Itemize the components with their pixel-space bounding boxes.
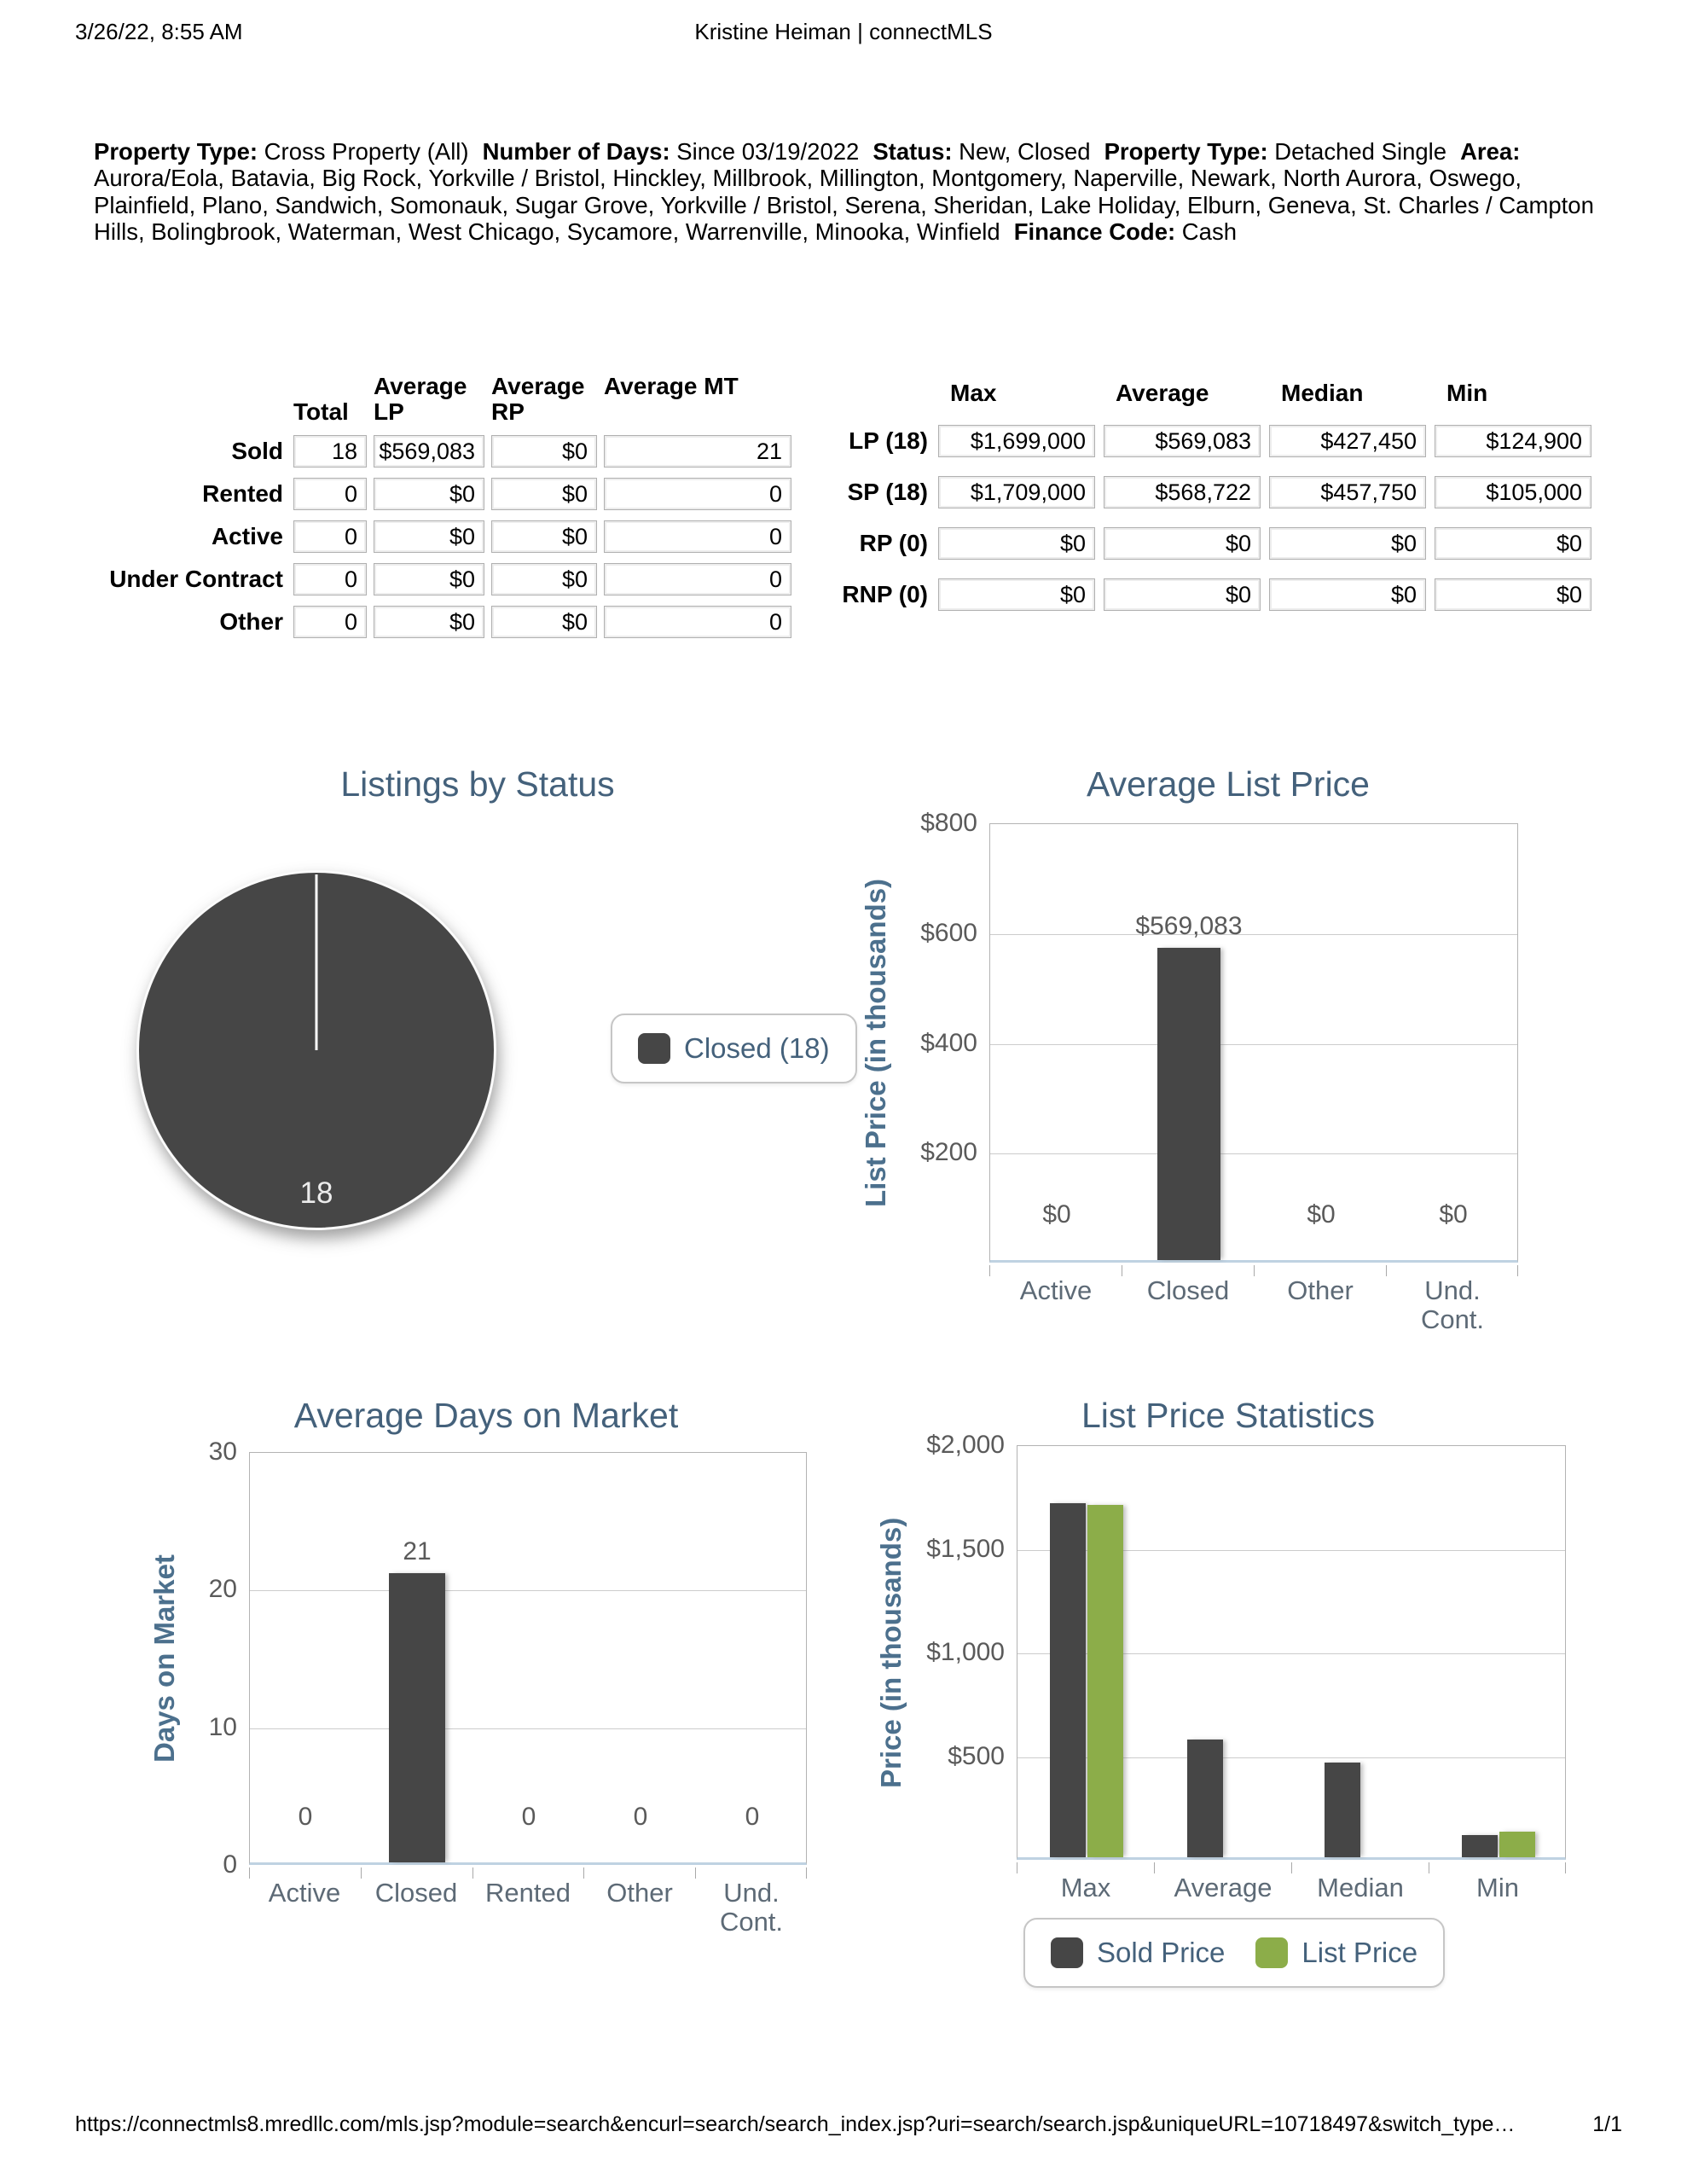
avg-list-price-chart-title: Average List Price <box>1087 764 1370 804</box>
y-tick-label: 0 <box>223 1850 237 1879</box>
table-header-row <box>834 380 1600 406</box>
avg-list-price-bar-chart <box>860 809 1518 1334</box>
x-axis-tick <box>472 1867 473 1879</box>
field-box: $105,000 <box>1435 476 1591 508</box>
column-header: Average RP <box>491 373 585 425</box>
bar-sold-price <box>1187 1740 1223 1857</box>
avg-days-on-market-y-axis-title: Days on Market <box>148 1554 180 1763</box>
y-tick-label: $500 <box>948 1742 1005 1770</box>
criteria-label: Area: <box>1460 137 1521 165</box>
bar-sold-price <box>1462 1835 1498 1857</box>
table-row <box>96 563 798 595</box>
footer-url: https://connectmls8.mredllc.com/mls.jsp?module=search&encurl=search/search_index.jsp?uri=search/search.jsp&uniqueURL=10718497&switch_type… <box>75 2112 1516 2136</box>
column-header: Average <box>1116 380 1209 406</box>
category-label: Und. Cont. <box>719 1878 784 1937</box>
y-tick-label: $400 <box>920 1029 977 1057</box>
criteria-segment: Finance Code: Cash <box>1013 218 1237 245</box>
y-tick-label: 10 <box>208 1713 237 1741</box>
legend-swatch-closed <box>638 1033 670 1064</box>
avg-list-price-plot-area <box>989 823 1518 1263</box>
column-header: Median <box>1281 380 1364 406</box>
category-label: Median <box>1317 1873 1404 1902</box>
y-tick-label: $800 <box>920 809 977 837</box>
table-row <box>96 520 798 553</box>
x-axis-tick <box>1565 1862 1566 1873</box>
bar-value-label: 21 <box>403 1537 432 1565</box>
criteria-label: Finance Code: <box>1013 218 1176 245</box>
grid-line <box>990 1153 1517 1154</box>
field-box: $569,083 <box>1104 425 1261 457</box>
pie-slice-value-label: 18 <box>299 1176 333 1210</box>
field-box: 0 <box>293 478 367 510</box>
field-box: $0 <box>938 578 1095 611</box>
table-row <box>834 425 1600 457</box>
bar-closed <box>1157 948 1220 1260</box>
x-axis-tick <box>1517 1265 1518 1276</box>
price-statistics-table <box>834 380 1600 630</box>
category-label: Max <box>1060 1873 1111 1902</box>
pie-slice-divider <box>316 874 318 1050</box>
list-price-stats-plot-area <box>1017 1445 1566 1860</box>
y-tick-label: $1,500 <box>926 1535 1005 1563</box>
x-axis-tick <box>989 1265 990 1276</box>
field-box: $569,083 <box>374 435 484 468</box>
field-box: $0 <box>1435 578 1591 611</box>
x-axis-tick <box>361 1867 362 1879</box>
field-box: 21 <box>604 435 791 468</box>
avg-days-on-market-chart-title: Average Days on Market <box>293 1396 679 1435</box>
row-label: SP (18) <box>847 479 928 505</box>
zero-value-label: 0 <box>521 1803 536 1831</box>
pie-chart-title: Listings by Status <box>340 764 615 804</box>
column-header: Total <box>293 398 349 425</box>
x-axis-tick <box>583 1867 584 1879</box>
legend-label-closed: Closed (18) <box>684 1032 830 1064</box>
list-price-stats-legend <box>1023 1918 1445 1988</box>
criteria-label: Number of Days: <box>482 137 670 165</box>
header-title: Kristine Heiman | connectMLS <box>694 19 993 44</box>
criteria-segment: Property Type: Detached Single <box>1104 137 1447 165</box>
field-box: $0 <box>491 520 597 553</box>
avg-days-on-market-plot-area <box>249 1452 807 1865</box>
row-label: Active <box>211 523 283 549</box>
criteria-segment: Property Type: Cross Property (All) <box>94 137 469 165</box>
field-box: $0 <box>491 478 597 510</box>
category-label: Closed <box>1146 1275 1230 1305</box>
criteria-label: Status: <box>872 137 953 165</box>
row-label: RNP (0) <box>842 581 928 607</box>
table-header-row <box>96 374 798 425</box>
field-box: $1,709,000 <box>938 476 1095 508</box>
table-row <box>834 476 1600 508</box>
pie-slice-closed <box>136 870 496 1230</box>
grid-line <box>250 1728 806 1729</box>
table-row <box>96 478 798 510</box>
field-box: $0 <box>374 478 484 510</box>
y-tick-label: $600 <box>920 919 977 947</box>
row-label: Other <box>219 608 283 635</box>
field-box: $0 <box>1269 527 1426 560</box>
category-label: Other <box>606 1878 673 1908</box>
avg-days-on-market-bar-chart <box>148 1438 807 1937</box>
legend-item-list-price <box>1255 1937 1417 1969</box>
table-row <box>834 578 1600 611</box>
bar-list-price <box>1499 1832 1535 1857</box>
legend-item-closed <box>638 1032 830 1065</box>
grid-line <box>250 1590 806 1591</box>
category-label: Min <box>1476 1873 1519 1902</box>
field-box: $0 <box>938 527 1095 560</box>
bar-value-label: $569,083 <box>1135 912 1243 940</box>
field-box: $427,450 <box>1269 425 1426 457</box>
bar-list-price <box>1087 1505 1123 1857</box>
field-box: $457,750 <box>1269 476 1426 508</box>
footer-page-number: 1/1 <box>1592 2112 1622 2136</box>
row-label: Under Contract <box>109 566 283 592</box>
field-box: 0 <box>604 606 791 638</box>
listings-by-status-pie-chart <box>136 870 491 1225</box>
criteria-segment: Area: Aurora/Eola, Batavia, Big Rock, Yorkville / Bristol, Hinckley, Millbrook, Millington, Montgomery, Naperville, Newark, North Aurora, Oswego, Plainfield, Plano, Sandwich, Somonauk, Sugar Grove, Yorkville / Bristol, Serena, Sheridan, Lake Holiday, Elburn, Geneva, St. Charles / Campton Hills, Bolingbrook, Waterman, West Chicago, Sycamore, Warrenville, Minooka, Winfield <box>94 137 1594 245</box>
field-box: $124,900 <box>1435 425 1591 457</box>
category-label: Other <box>1287 1275 1354 1305</box>
legend-swatch-list-price <box>1255 1937 1288 1968</box>
list-price-stats-bar-chart <box>875 1431 1566 1902</box>
row-label: Rented <box>202 480 283 507</box>
field-box: $0 <box>1269 578 1426 611</box>
criteria-label: Property Type: <box>94 137 258 165</box>
category-label: Active <box>268 1878 341 1908</box>
y-tick-label: $1,000 <box>926 1638 1005 1666</box>
field-box: $0 <box>1104 578 1261 611</box>
field-box: 18 <box>293 435 367 468</box>
column-header: Max <box>950 380 997 406</box>
legend-label-sold-price: Sold Price <box>1097 1937 1226 1968</box>
field-box: $0 <box>491 435 597 468</box>
field-box: 0 <box>293 520 367 553</box>
criteria-segment: Number of Days: Since 03/19/2022 <box>482 137 860 165</box>
field-box: $0 <box>491 563 597 595</box>
category-label: Und. Cont. <box>1420 1275 1485 1334</box>
column-header: Average LP <box>374 373 467 425</box>
legend-label-list-price: List Price <box>1301 1937 1418 1968</box>
zero-value-label: 0 <box>633 1803 648 1831</box>
field-box: 0 <box>604 478 791 510</box>
status-summary-table <box>96 374 798 648</box>
header-datetime: 3/26/22, 8:55 AM <box>75 19 243 44</box>
criteria-label: Property Type: <box>1104 137 1268 165</box>
legend-swatch-sold-price <box>1051 1937 1083 1968</box>
y-tick-label: $2,000 <box>926 1431 1005 1459</box>
x-axis-tick <box>1291 1862 1292 1873</box>
column-header: Min <box>1446 380 1488 406</box>
search-criteria <box>94 138 1602 246</box>
field-box: $0 <box>374 563 484 595</box>
field-box: $0 <box>1104 527 1261 560</box>
x-axis-tick <box>695 1867 696 1879</box>
grid-line <box>990 1044 1517 1045</box>
y-tick-label: 20 <box>208 1575 237 1603</box>
avg-list-price-y-axis-title: List Price (in thousands) <box>860 878 891 1208</box>
x-axis-tick <box>249 1867 250 1879</box>
category-label: Closed <box>374 1878 458 1908</box>
field-box: 0 <box>604 563 791 595</box>
zero-value-label: $0 <box>1307 1200 1336 1228</box>
row-label: LP (18) <box>849 427 928 454</box>
category-label: Average <box>1174 1873 1272 1902</box>
row-label: RP (0) <box>859 530 928 556</box>
column-header: Average MT <box>604 373 739 399</box>
category-label: Active <box>1019 1275 1093 1305</box>
zero-value-label: 0 <box>298 1803 313 1831</box>
zero-value-label: 0 <box>745 1803 760 1831</box>
field-box: 0 <box>293 563 367 595</box>
field-box: $0 <box>374 606 484 638</box>
field-box: 0 <box>604 520 791 553</box>
criteria-segment: Status: New, Closed <box>872 137 1091 165</box>
row-label: Sold <box>231 438 283 464</box>
category-label: Rented <box>485 1878 571 1908</box>
y-tick-label: $200 <box>920 1138 977 1166</box>
field-box: 0 <box>293 606 367 638</box>
x-axis-tick <box>1386 1265 1387 1276</box>
field-box: $568,722 <box>1104 476 1261 508</box>
x-axis-tick <box>1154 1862 1155 1873</box>
table-row <box>96 435 798 468</box>
field-box: $0 <box>1435 527 1591 560</box>
bar-closed <box>389 1573 445 1862</box>
zero-value-label: $0 <box>1042 1200 1071 1228</box>
table-row <box>96 606 798 638</box>
legend-item-sold-price <box>1051 1937 1225 1969</box>
field-box: $0 <box>374 520 484 553</box>
x-axis-tick <box>1254 1265 1255 1276</box>
list-price-stats-chart-title: List Price Statistics <box>1081 1396 1376 1435</box>
field-box: $0 <box>491 606 597 638</box>
x-axis-tick <box>806 1867 807 1879</box>
list-price-stats-y-axis-title: Price (in thousands) <box>875 1517 907 1788</box>
y-tick-label: 30 <box>208 1438 237 1466</box>
bar-sold-price <box>1050 1503 1086 1857</box>
table-row <box>834 527 1600 560</box>
field-box: $1,699,000 <box>938 425 1095 457</box>
zero-value-label: $0 <box>1439 1200 1468 1228</box>
pie-chart-legend <box>611 1014 857 1083</box>
bar-sold-price <box>1325 1763 1360 1857</box>
